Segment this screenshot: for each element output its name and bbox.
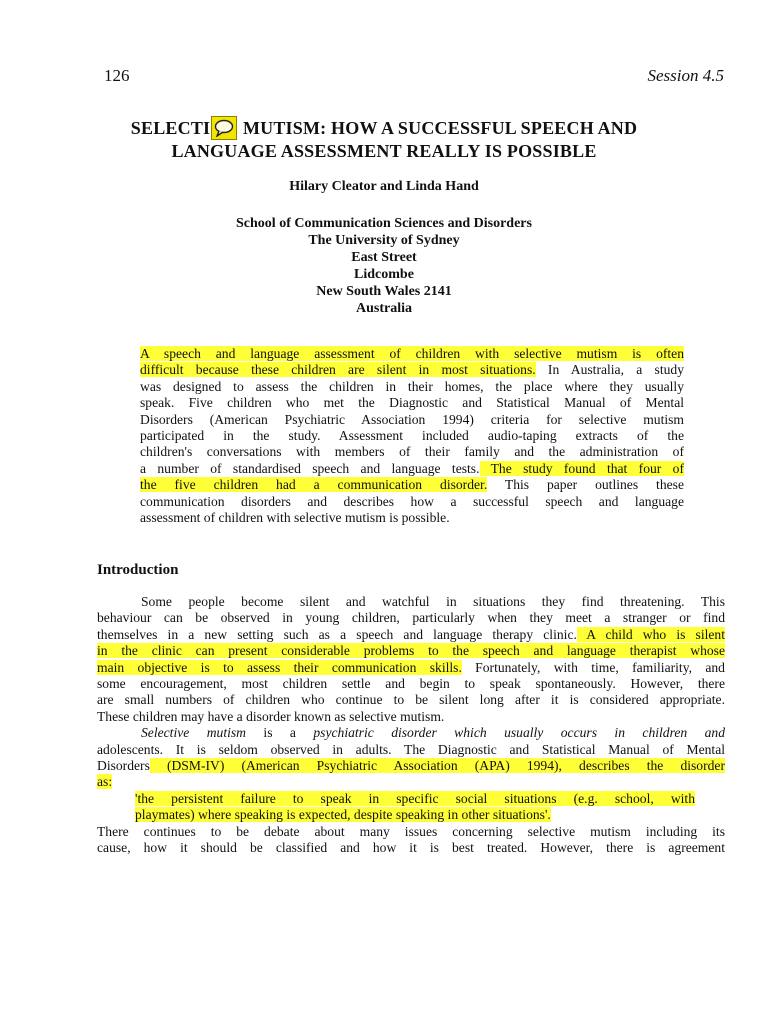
quote-line bbox=[97, 807, 725, 823]
session-label: Session 4.5 bbox=[647, 66, 724, 85]
highlighted-text: as: bbox=[97, 774, 113, 790]
body-text: Disorders bbox=[97, 758, 150, 774]
page-number: 126 bbox=[104, 66, 130, 85]
body-line bbox=[97, 774, 725, 790]
body-line bbox=[97, 725, 725, 741]
abstract bbox=[140, 346, 684, 526]
body-text: is a bbox=[246, 725, 314, 741]
affiliation-line: East Street bbox=[351, 250, 417, 265]
abstract-line bbox=[140, 461, 684, 477]
body-line: are small numbers of children who continue to be silent long after it is considered appropriate. bbox=[97, 692, 725, 708]
highlighted-text: main objective is to assess their communication skills. bbox=[97, 659, 462, 675]
affiliation-line: Lidcombe bbox=[354, 267, 414, 282]
title-part-after: MUTISM: HOW A SUCCESSFUL SPEECH AND bbox=[238, 118, 638, 138]
body-line bbox=[97, 758, 725, 774]
body-line bbox=[97, 643, 725, 659]
speech-bubble-icon bbox=[214, 119, 234, 137]
highlighted-text: (DSM-IV) (American Psychiatric Association (APA) 1994), describes the disorder bbox=[149, 758, 725, 774]
quote-line bbox=[97, 791, 725, 807]
affiliation-line: New South Wales 2141 bbox=[316, 284, 452, 299]
paper-title bbox=[60, 116, 708, 162]
body-line: Some people become silent and watchful in situations they find threatening. This bbox=[141, 594, 725, 609]
abstract-line: Disorders (American Psychiatric Association 1994) criteria for selective mutism bbox=[140, 411, 684, 427]
italic-text: psychiatric disorder which usually occurs in children and bbox=[313, 725, 726, 741]
highlighted-quote: 'the persistent failure to speak in specific social situations (e.g. school, with bbox=[135, 790, 695, 806]
highlighted-text: the five children had a communication disorder. bbox=[140, 477, 488, 493]
introduction-body bbox=[97, 594, 725, 857]
abstract-line: assessment of children with selective mutism is possible. bbox=[140, 510, 450, 526]
comment-icon[interactable] bbox=[211, 116, 237, 140]
body-line: These children may have a disorder known as selective mutism. bbox=[97, 708, 445, 724]
abstract-line: children's conversations with members of their family and the administration of bbox=[140, 444, 684, 460]
italic-term: Selective mutism bbox=[141, 725, 246, 741]
section-heading-introduction: Introduction bbox=[97, 562, 179, 578]
body-line bbox=[97, 660, 725, 676]
abstract-line: participated in the study. Assessment included audio-taping extracts of the bbox=[140, 428, 684, 444]
title-part-before: SELECTI bbox=[130, 118, 211, 138]
highlighted-text: The study found that four of bbox=[479, 460, 684, 476]
title-line-1 bbox=[60, 116, 708, 140]
highlighted-text: A child who is silent bbox=[576, 626, 725, 642]
highlighted-text: in the clinic can present considerable problems to the speech and language therapist whose bbox=[97, 643, 725, 659]
body-line: behaviour can be observed in young children, particularly when they meet a stranger or find bbox=[97, 610, 725, 626]
abstract-line: communication disorders and describes how a successful speech and language bbox=[140, 493, 684, 509]
affiliation-line: Australia bbox=[356, 301, 412, 316]
body-line bbox=[97, 627, 725, 643]
abstract-text: a number of standardised speech and language tests. bbox=[140, 460, 480, 476]
abstract-text: This paper outlines these bbox=[487, 477, 684, 493]
body-line: some encouragement, most children settle and begin to speak spontaneously. However, there bbox=[97, 676, 725, 692]
body-line: cause, how it should be classified and how it is best treated. However, there is agreement bbox=[97, 840, 725, 856]
body-line: There continues to be debate about many issues concerning selective mutism including its bbox=[97, 823, 725, 839]
highlighted-text: A speech and language assessment of children with selective mutism is often bbox=[140, 346, 684, 361]
abstract-text: In Australia, a study bbox=[535, 362, 684, 378]
body-line: adolescents. It is seldom observed in adults. The Diagnostic and Statistical Manual of Mental bbox=[97, 741, 725, 757]
abstract-line bbox=[140, 362, 684, 378]
affiliation bbox=[0, 215, 768, 317]
affiliation-line: The University of Sydney bbox=[308, 233, 460, 248]
abstract-line bbox=[140, 346, 684, 362]
abstract-line bbox=[140, 477, 684, 493]
highlighted-quote: playmates) where speaking is expected, despite speaking in other situations'. bbox=[135, 807, 551, 823]
authors: Hilary Cleator and Linda Hand bbox=[289, 179, 479, 194]
abstract-line: speak. Five children who met the Diagnostic and Statistical Manual of Mental bbox=[140, 395, 684, 411]
body-text: themselves in a new setting such as a speech and language therapy clinic. bbox=[97, 626, 577, 642]
affiliation-line: School of Communication Sciences and Disorders bbox=[236, 216, 532, 231]
title-line-2: LANGUAGE ASSESSMENT REALLY IS POSSIBLE bbox=[171, 141, 597, 161]
body-text: Fortunately, with time, familiarity, and bbox=[461, 659, 725, 675]
highlighted-text: difficult because these children are silent in most situations. bbox=[140, 362, 536, 378]
abstract-line: was designed to assess the children in their homes, the place where they usually bbox=[140, 378, 684, 394]
